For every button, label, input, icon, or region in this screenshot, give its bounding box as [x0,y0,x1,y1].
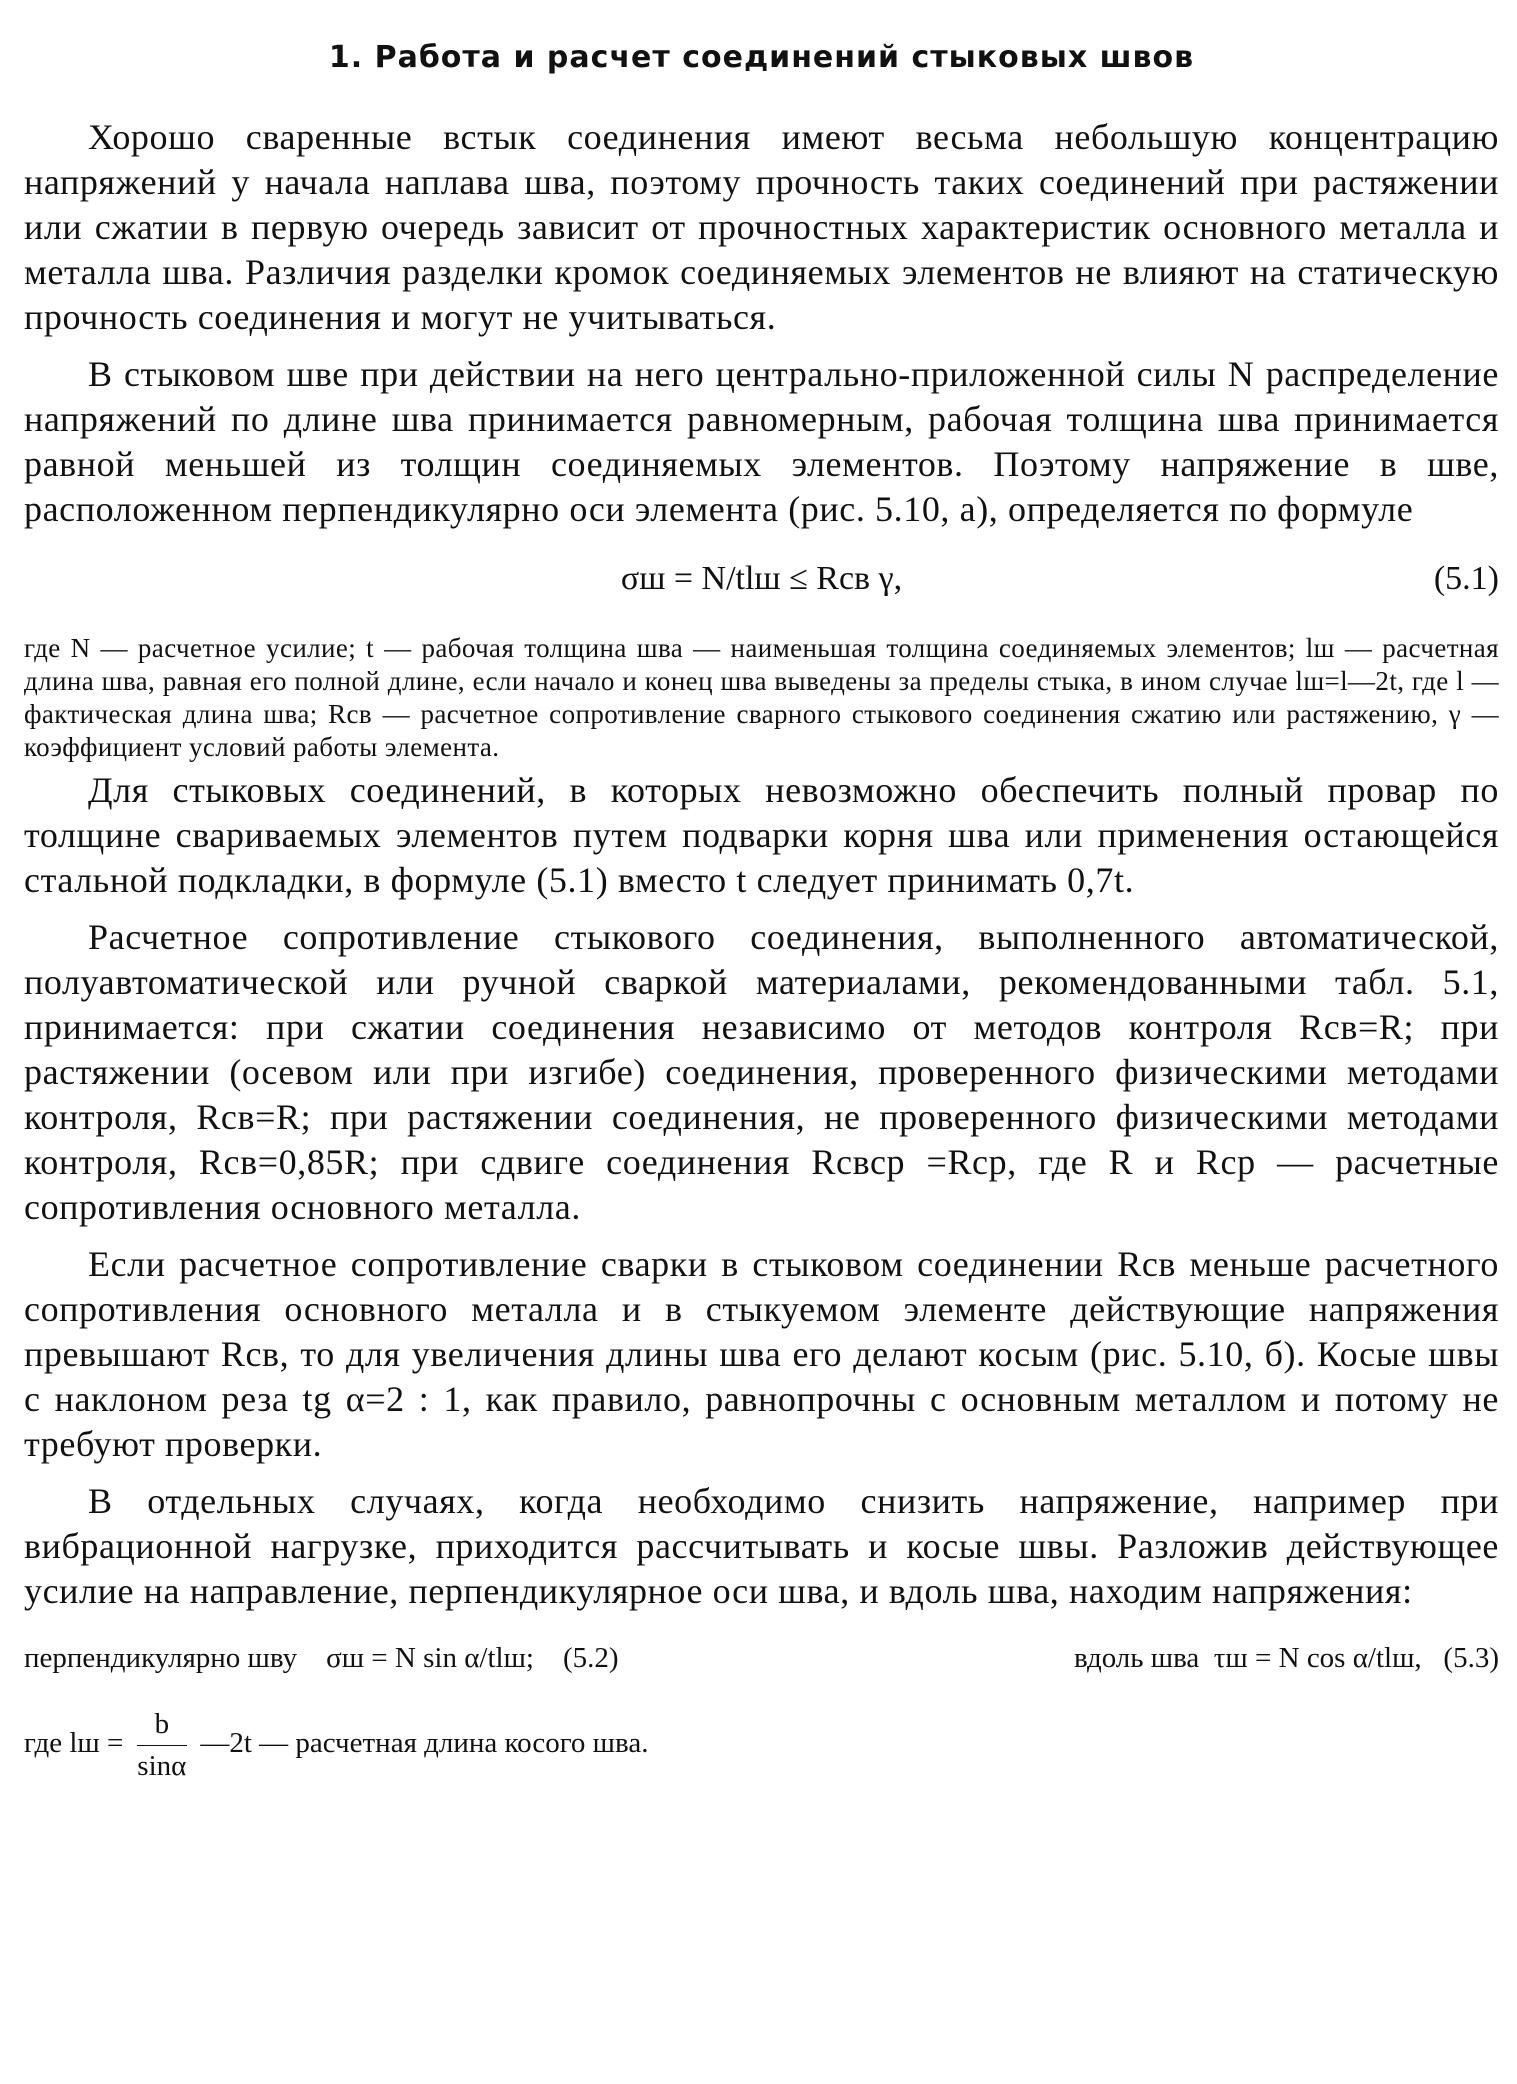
oblique-length-suffix: —2t — расчетная длина косого шва. [200,1727,649,1760]
paragraph-6: В отдельных случаях, когда необходимо снизить напряжение, например при вибрационной нагрузке, приходится рассчитывать и косые швы. Разложив действующее усилие на направление, перпендикулярное оси шва, и вдоль шва, находим напряжения: [24,1481,1499,1611]
formula-5-2-number: (5.2) [562,1642,619,1674]
document-page [24,40,1499,1798]
paragraph-1: Хорошо сваренные встык соединения имеют весьма небольшую концентрацию напряжений у начала наплава шва, поэтому прочность таких соединений при растяжении или сжатии в первую очередь зависит от прочностных характеристик основного металла и металла шва. Различия разделки кромок соединяемых элементов не влияют на статическую прочность соединения и могут не учитываться. [24,117,1499,337]
paragraph-5: Если расчетное сопротивление сварки в стыковом соединении Rсв меньше расчетного сопротивления основного металла и в стыкуемом элементе действующие напряжения превышают Rсв, то для увеличения длины шва его делают косым (рис. 5.10, б). Косые швы с наклоном реза tg α=2 : 1, как правило, равнопрочны с основным металлом и потому не требуют проверки. [24,1244,1499,1464]
oblique-length-definition [24,1708,1499,1798]
formula-5-2 [24,1642,619,1675]
formula-5-1-expr: σш = N/tlш ≤ Rсв γ, [620,560,903,597]
fraction-denominator: sinα [137,1750,187,1782]
formula-5-3-label: вдоль шва [1073,1642,1200,1674]
oblique-length-prefix: где lш = [24,1727,124,1760]
formula-5-1 [24,554,1499,616]
formula-5-1-number: (5.1) [1433,560,1499,597]
formula-5-3 [1074,1642,1499,1675]
formula-5-1-legend: где N — расчетное усилие; t — рабочая толщина шва — наименьшая толщина соединяемых элементов; lш — расчетная длина шва, равная его полной длине, если начало и конец шва выведены за пределы стыка, в ином случае lш=l—2t, где l — фактическая длина шва; Rсв — расчетное сопротивление сварного стыкового соединения сжатию или растяжению, γ — коэффициент условий работы элемента. [24,633,1499,762]
formula-5-3-number: (5.3) [1443,1642,1499,1674]
formula-5-2-expr: σш = N sin α/tlш; [326,1642,534,1674]
paragraph-3: Для стыковых соединений, в которых невозможно обеспечить полный провар по толщине свариваемых элементов путем подварки корня шва или применения остающейся стальной подкладки, в формуле (5.1) вместо t следует принимать 0,7t. [24,770,1499,900]
paragraph-4: Расчетное сопротивление стыкового соединения, выполненного автоматической, полуавтоматической или ручной сваркой материалами, рекомендованными табл. 5.1, принимается: при сжатии соединения независимо от методов контроля Rсв=R; при растяжении (осевом или при изгибе) соединения, проверенного физическими методами контроля, Rсв=R; при растяжении соединения, не проверенного физическими методами контроля, Rсв=0,85R; при сдвиге соединения Rсвср =Rср, где R и Rср — расчетные сопротивления основного металла. [24,917,1499,1227]
fraction-numerator: b [137,1708,188,1746]
formulas-5-2-5-3 [24,1642,1499,1692]
section-heading: 1. Работа и расчет соединений стыковых швов [328,40,1195,75]
fraction [137,1708,188,1783]
formula-5-3-expr: τш = N cos α/tlш, [1213,1642,1422,1674]
paragraph-2: В стыковом шве при действии на него центрально-приложенной силы N распределение напряжений по длине шва принимается равномерным, рабочая толщина шва принимается равной меньшей из толщин соединяемых элементов. Поэтому напряжение в шве, расположенном перпендикулярно оси элемента (рис. 5.10, а), определяется по формуле [24,354,1499,529]
formula-5-2-label: перпендикулярно шву [24,1642,298,1674]
